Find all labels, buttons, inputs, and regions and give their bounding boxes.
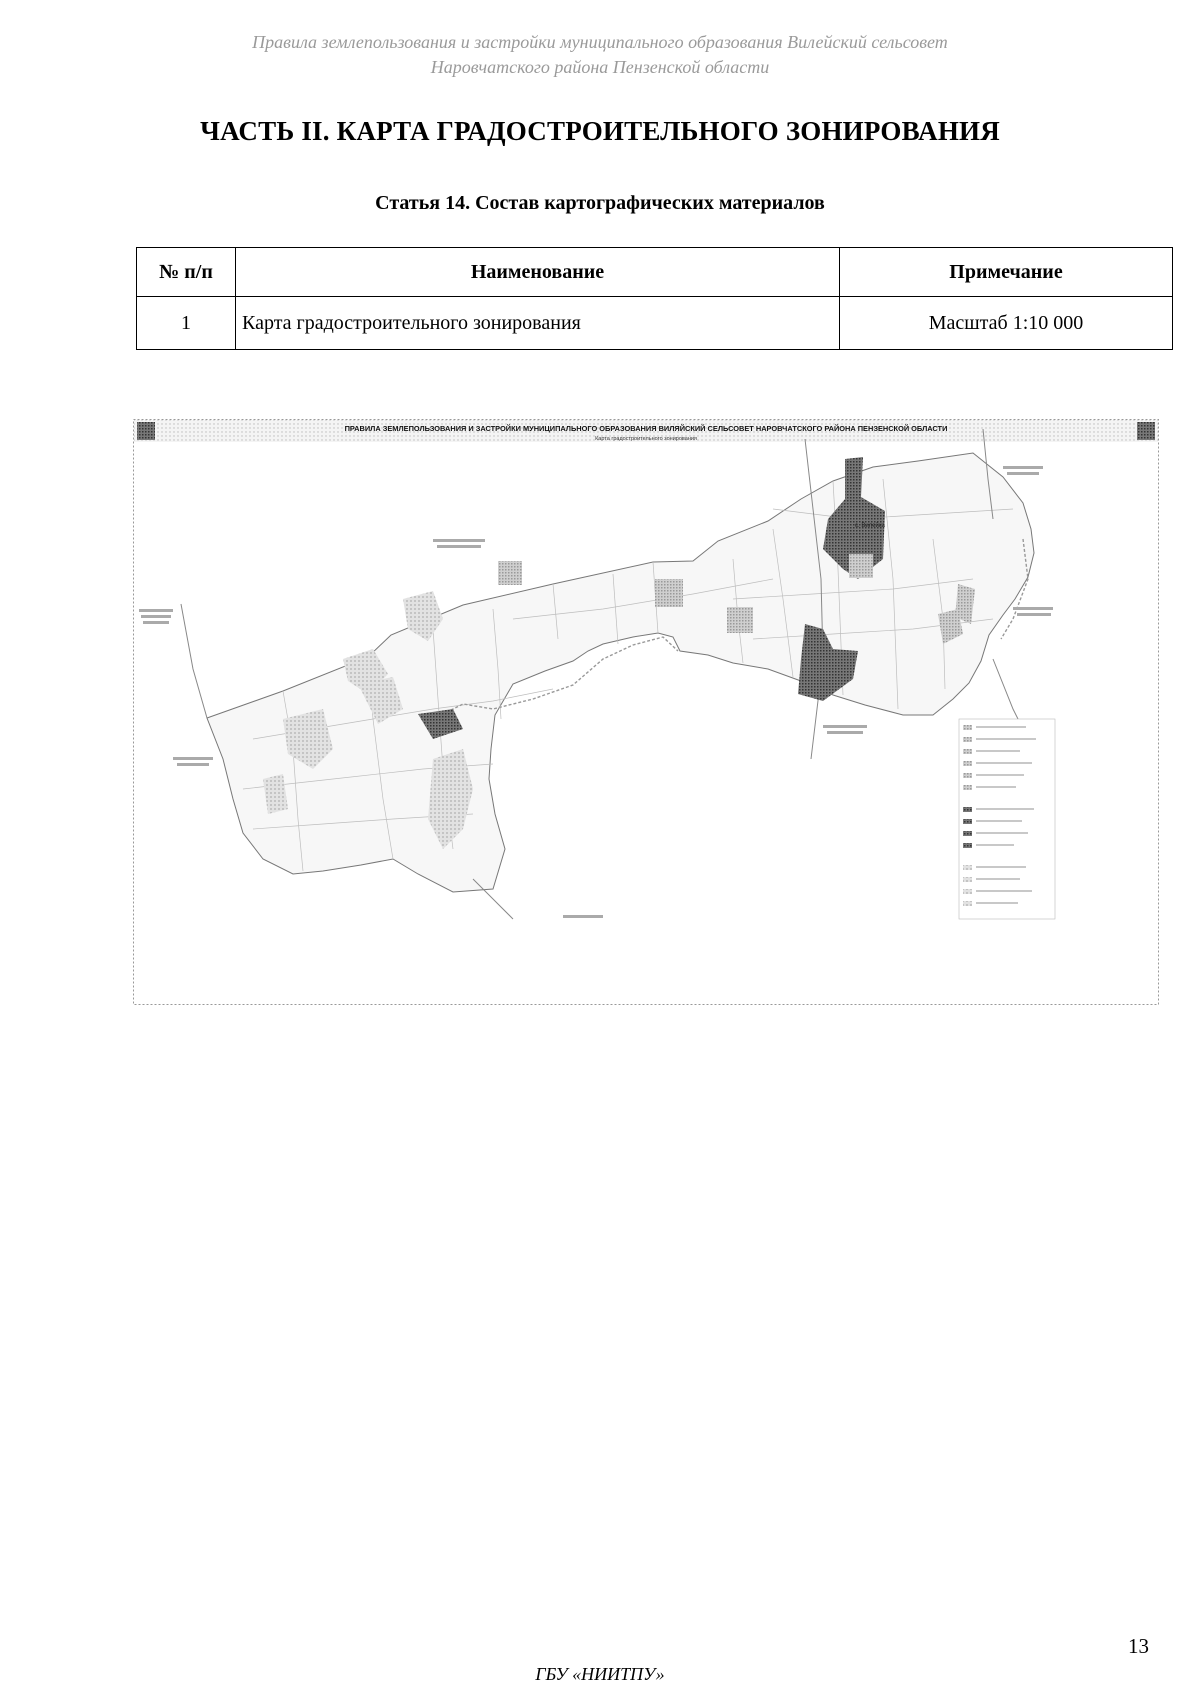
footer: ГБУ «НИИТПУ» — [535, 1664, 665, 1684]
zoning-map-figure — [133, 419, 1159, 1005]
village-label: с. Вилейка — [855, 523, 885, 529]
running-header-line2: Наровчатского района Пензенской области — [430, 57, 770, 77]
zoning-map — [133, 419, 1159, 1005]
cell-number: 1 — [137, 297, 236, 350]
materials-table — [136, 247, 1173, 350]
article-title: Статья 14. Состав картографических материалов — [375, 192, 825, 214]
table-header-row — [137, 248, 1173, 297]
column-header-number: № п/п — [137, 248, 236, 297]
map-corner-emblem-right — [1137, 422, 1155, 440]
running-header — [0, 30, 1200, 80]
running-header-line1: Правила землепользования и застройки муниципального образования Вилейский сельсовет — [252, 32, 948, 52]
cell-note: Масштаб 1:10 000 — [840, 297, 1173, 350]
map-legend — [959, 719, 1055, 919]
map-corner-emblem-left — [137, 422, 155, 440]
part-title: ЧАСТЬ II. КАРТА ГРАДОСТРОИТЕЛЬНОГО ЗОНИРОВАНИЯ — [200, 116, 1000, 146]
map-title: ПРАВИЛА ЗЕМЛЕПОЛЬЗОВАНИЯ И ЗАСТРОЙКИ МУНИЦИПАЛЬНОГО ОБРАЗОВАНИЯ ВИЛЯЙСКИЙ СЕЛЬСОВЕТ НАРОВЧАТСКОГО РАЙОНА ПЕНЗЕНСКОЙ ОБЛАСТИ — [344, 424, 948, 433]
column-header-name: Наименование — [236, 248, 840, 297]
table-row — [137, 297, 1173, 350]
column-header-note: Примечание — [840, 248, 1173, 297]
cell-name: Карта градостроительного зонирования — [236, 297, 840, 350]
map-subtitle: Карта градостроительного зонирования — [595, 436, 697, 442]
page-number: 13 — [1128, 1634, 1149, 1658]
